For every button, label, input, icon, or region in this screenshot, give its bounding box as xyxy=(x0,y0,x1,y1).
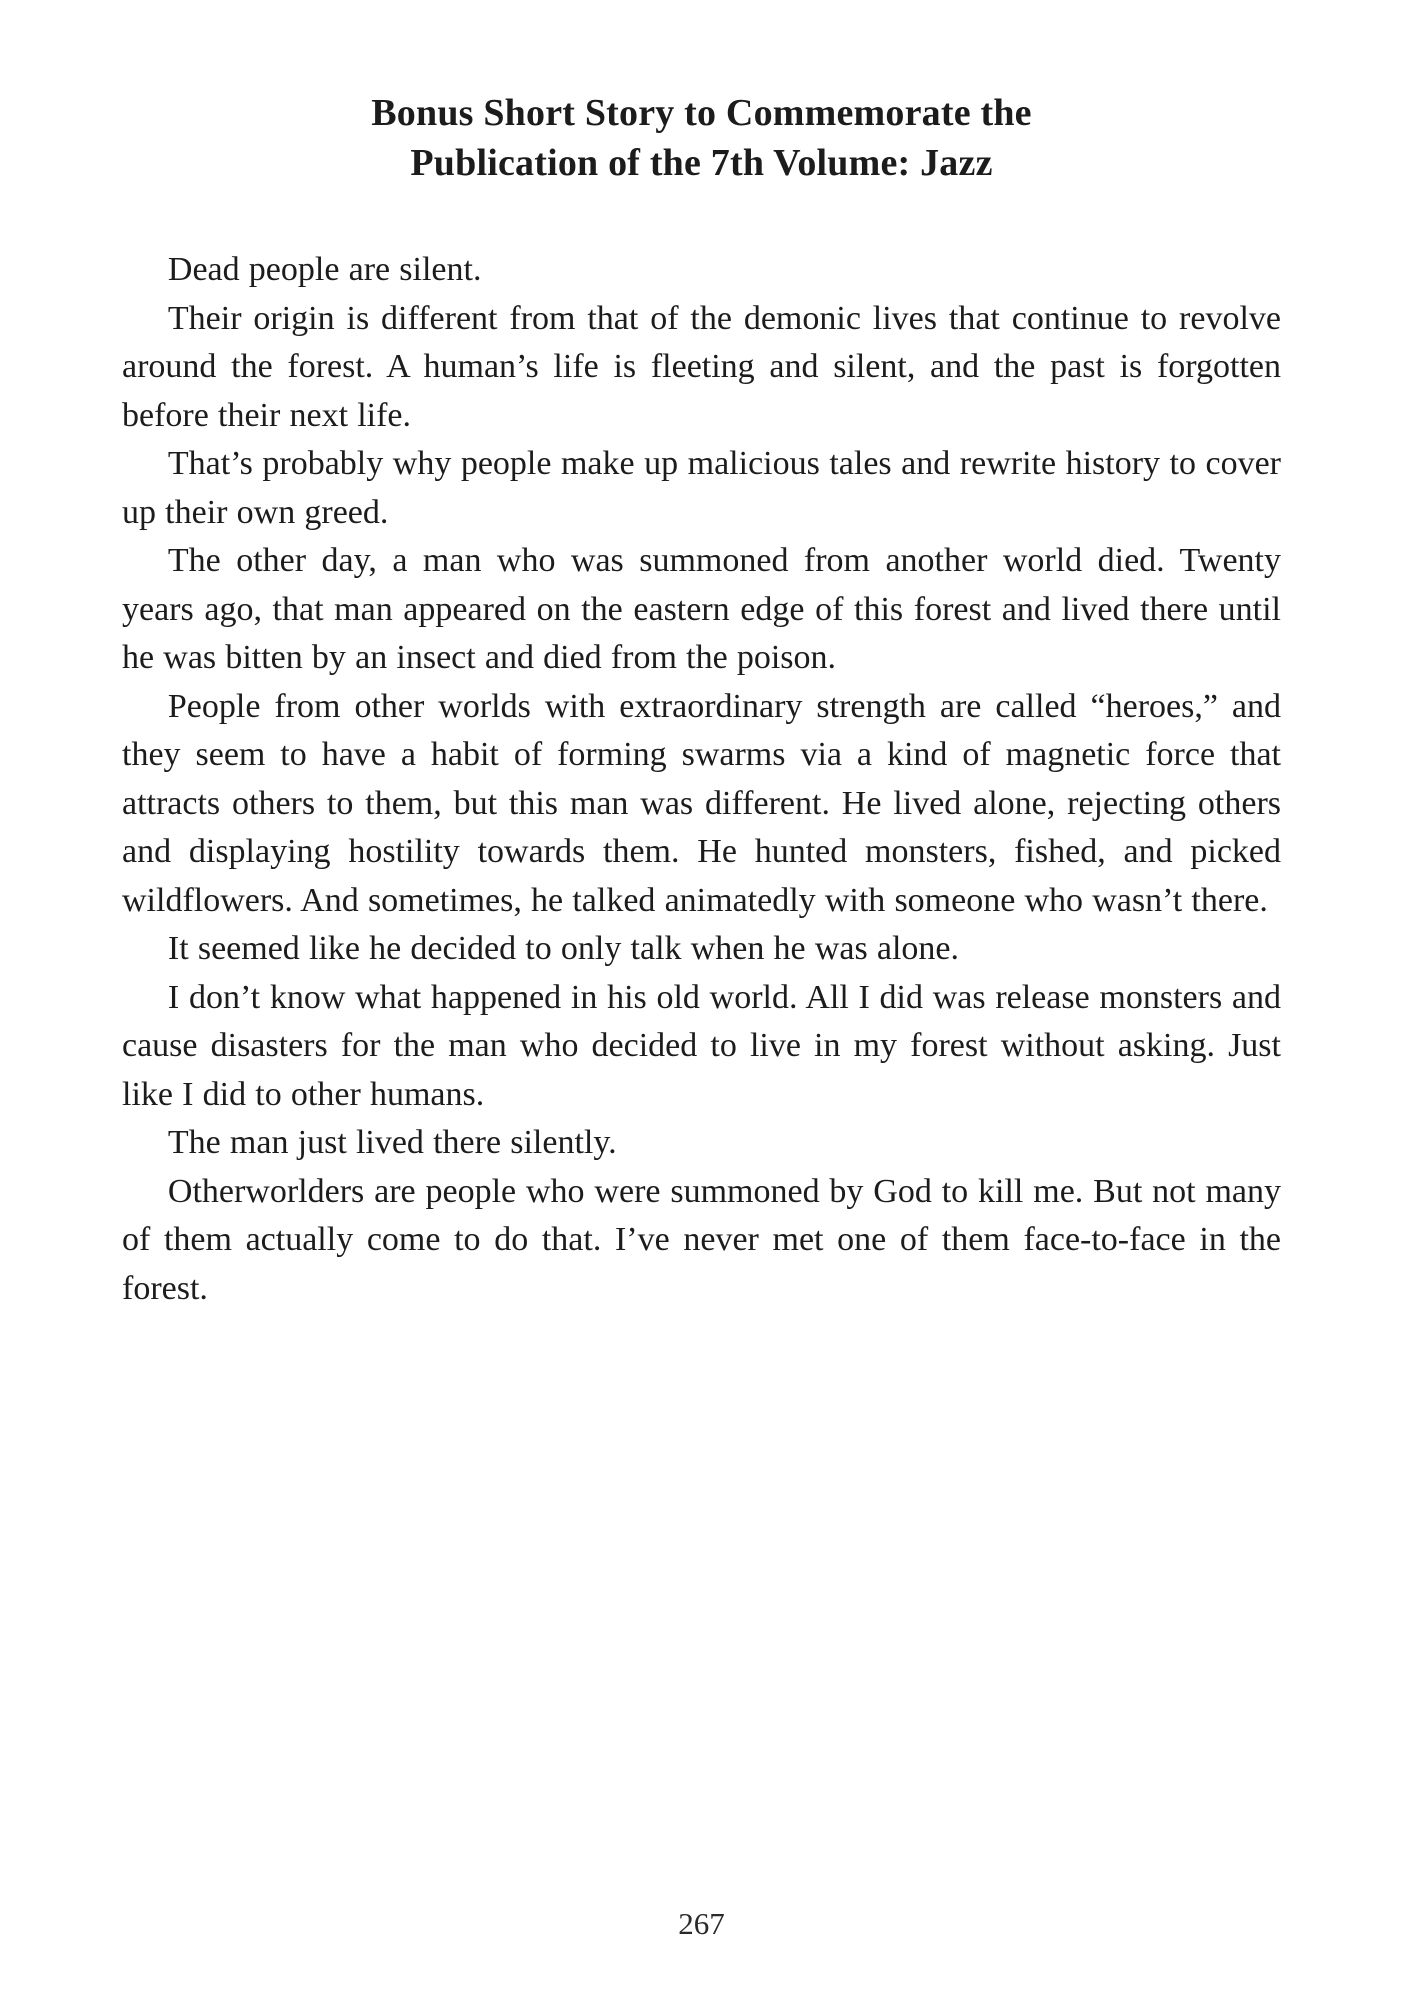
paragraph: People from other worlds with extraordinary strength are called “heroes,” and they seem to have a habit of forming swarms via a kind of magnetic force that attracts others to them, but this man was different. He lived alone, rejecting others and displaying hostility towards them. He hunted monsters, fished, and picked wildflowers. And sometimes, he talked animatedly with someone who wasn’t there. xyxy=(122,687,1281,919)
paragraph: I don’t know what happened in his old world. All I did was release monsters and cause disasters for the man who decided to live in my forest without asking. Just like I did to other humans. xyxy=(122,978,1281,1113)
paragraph: Otherworlders are people who were summoned by God to kill me. But not many of them actually come to do that. I’ve never met one of them face-to-face in the forest. xyxy=(122,1172,1281,1307)
title-line-1: Bonus Short Story to Commemorate the xyxy=(371,92,1032,134)
paragraph: The other day, a man who was summoned from another world died. Twenty years ago, that man appeared on the eastern edge of this forest and lived there until he was bitten by an insect and died from the poison. xyxy=(122,542,1281,677)
paragraph: It seemed like he decided to only talk when he was alone. xyxy=(167,930,959,968)
title-line-2: Publication of the 7th Volume: Jazz xyxy=(410,142,993,185)
page-number: 267 xyxy=(678,1906,725,1941)
paragraph: Dead people are silent. xyxy=(167,251,482,289)
paragraph: The man just lived there silently. xyxy=(167,1124,617,1162)
paragraph: Their origin is different from that of the demonic lives that continue to revolve around the forest. A human’s life is fleeting and silent, and the past is forgotten before their next life. xyxy=(122,299,1281,434)
story-text xyxy=(122,246,1281,1313)
page-title xyxy=(122,88,1281,188)
paragraph: That’s probably why people make up malicious tales and rewrite history to cover up their own greed. xyxy=(122,445,1281,531)
